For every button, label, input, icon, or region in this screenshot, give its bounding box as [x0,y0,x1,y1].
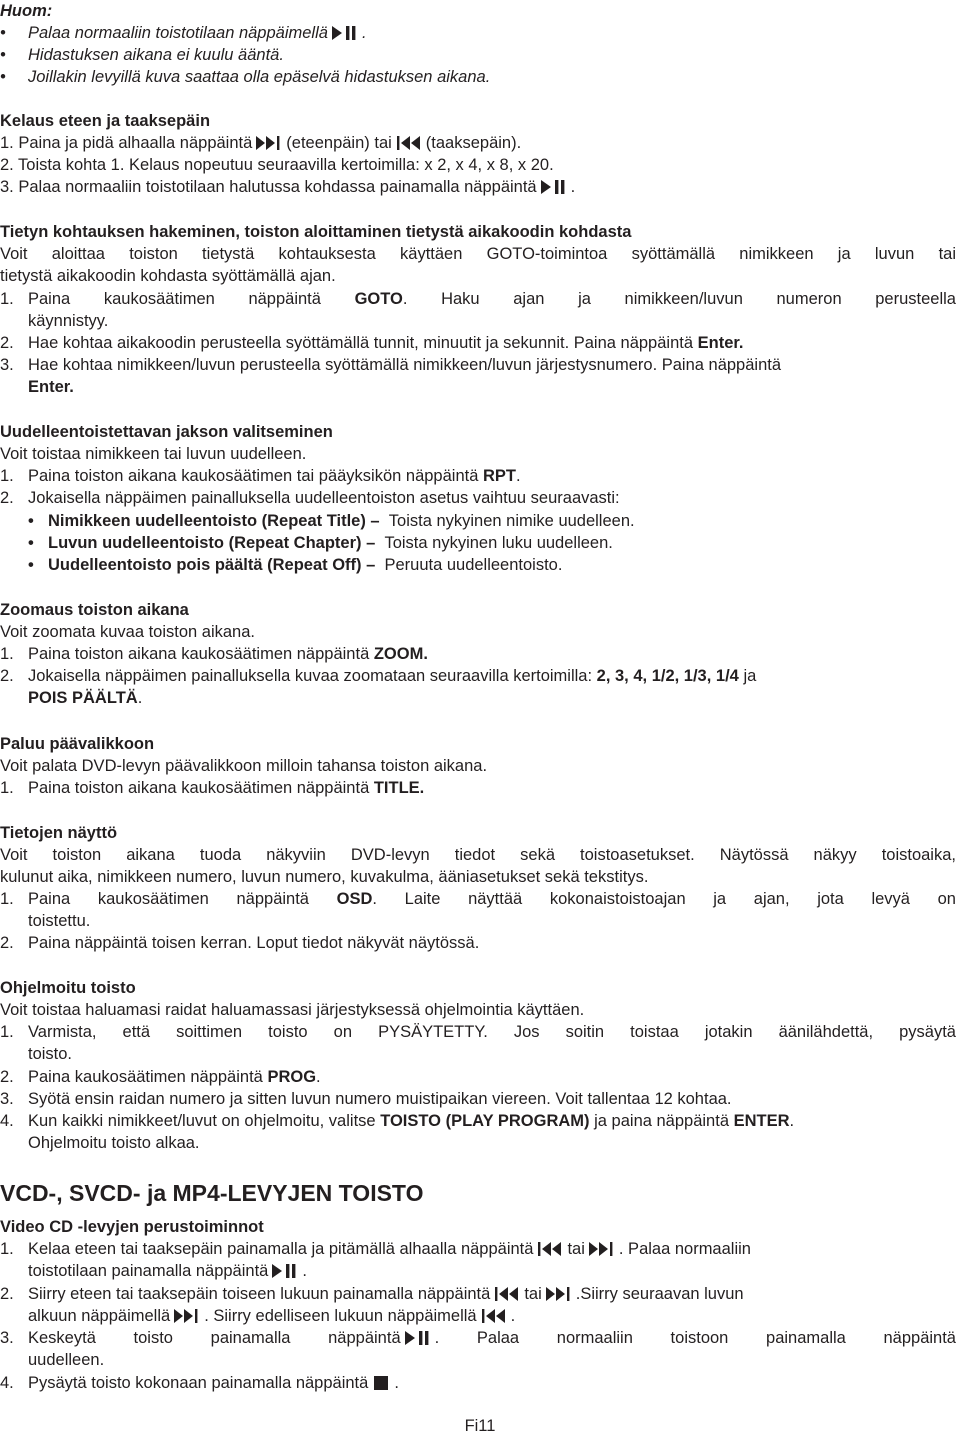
repeat-step-2: 2. Jokaisella näppäimen painalluksella uudelleentoiston asetus vaihtuu seuraavasti: [0,489,620,507]
vcd-step-2: 2. Siirry eteen tai taaksepäin toiseen lukuun painamalla näppäintä tai .Siirry seuraavan luvun [0,1283,744,1307]
prog-step-3: 3. Syötä ensin raidan numero ja sitten luvun numero muistipaikan viereen. Voit tallentaa 12 kohtaa. [0,1090,732,1108]
previous-track-icon [494,1285,520,1307]
next-track-icon [546,1285,572,1307]
repeat-title: Uudelleentoistettavan jakson valitseminen [0,423,333,441]
kelaus-title: Kelaus eteen ja taaksepäin [0,112,211,130]
vcd-step-3-cont: uudelleen. [28,1351,105,1369]
kelaus-step-3: 3. Palaa normaaliin toistotilaan halutussa kohdassa painamalla näppäintä . [0,176,575,200]
info-step-1: 1. Paina kaukosäätimen näppäintä OSD. Laite näyttää kokonaistoistoajan ja ajan, jota levyä on [0,890,956,908]
goto-step-2: 2. Hae kohtaa aikakoodin perusteella syöttämällä tunnit, minuutit ja sekunnit. Paina näppäintä Enter. [0,334,744,352]
previous-track-icon [481,1307,507,1329]
vcd-step-4: 4. Pysäytä toisto kokonaan painamalla näppäintä . [0,1372,399,1396]
vcd-step-1-cont: toistotilaan painamalla näppäintä . [28,1260,307,1284]
kelaus-step-1: 1. Paina ja pidä alhaalla näppäintä (eteenpäin) tai (taaksepäin). [0,132,521,156]
next-track-icon [174,1307,200,1329]
huom-item-3: • Joillakin levyillä kuva saattaa olla epäselvä hidastuksen aikana. [0,68,491,86]
play-pause-icon [332,24,358,46]
info-intro-1: Voit toiston aikana tuoda näkyviin DVD-levyn tiedot sekä toistoasetukset. Näytössä näkyy toistoaika, [0,846,956,864]
play-pause-icon [541,178,567,200]
vcd-step-2-cont: alkuun näppäimellä . Siirry edelliseen lukuun näppäimellä . [28,1305,515,1329]
prog-step-4: 4. Kun kaikki nimikkeet/luvut on ohjelmoitu, valitse TOISTO (PLAY PROGRAM) ja paina näppäintä ENTER. [0,1112,795,1130]
play-pause-icon [272,1262,298,1284]
prog-step-4-cont: Ohjelmoitu toisto alkaa. [28,1134,200,1152]
info-title: Tietojen näyttö [0,824,118,842]
vcd-step-3: 3. Keskeytä toisto painamalla näppäintä . Palaa normaaliin toistoon painamalla näppäintä [0,1327,956,1351]
zoom-step-2: 2. Jokaisella näppäimen painalluksella kuvaa zoomataan seuraavilla kertoimilla: 2, 3, 4, 1/2, 1/3, 1/4 ja [0,667,757,685]
next-track-icon [589,1240,615,1262]
repeat-intro: Voit toistaa nimikkeen tai luvun uudelleen. [0,445,307,463]
next-track-icon [256,134,282,156]
repeat-step-1: 1. Paina toiston aikana kaukosäätimen tai pääyksikön näppäintä RPT. [0,467,521,485]
huom-title: Huom: [0,2,53,20]
goto-step-1: 1. Paina kaukosäätimen näppäintä GOTO. Haku ajan ja nimikkeen/luvun numeron perusteella [0,290,956,308]
goto-step-3: 3. Hae kohtaa nimikkeen/luvun perusteella syöttämällä nimikkeen/luvun järjestysnumero. Paina näppäintä [0,356,782,374]
stop-icon [372,1374,390,1396]
page-number: Fi11 [464,1417,496,1435]
goto-title: Tietyn kohtauksen hakeminen, toiston aloittaminen tietystä aikakoodin kohdasta [0,223,632,241]
zoom-step-2-cont: POIS PÄÄLTÄ. [28,689,143,707]
menu-intro: Voit palata DVD-levyn päävalikkoon milloin tahansa toiston aikana. [0,757,488,775]
kelaus-step-2: 2. Toista kohta 1. Kelaus nopeutuu seuraavilla kertoimilla: x 2, x 4, x 8, x 20. [0,156,554,174]
info-step-1-cont: toistettu. [28,912,91,930]
play-pause-icon [405,1329,431,1351]
huom-item-1: • Palaa normaaliin toistotilaan näppäimellä . [0,22,367,46]
vcd-step-1: 1. Kelaa eteen tai taaksepäin painamalla ja pitämällä alhaalla näppäintä tai . Palaa normaaliin [0,1238,751,1262]
goto-intro-2: tietystä aikakoodin kohdasta syöttämällä ajan. [0,267,336,285]
zoom-title: Zoomaus toiston aikana [0,601,189,619]
vcd-title: Video CD -levyjen perustoiminnot [0,1218,264,1236]
previous-track-icon [396,134,422,156]
menu-step-1: 1. Paina toiston aikana kaukosäätimen näppäintä TITLE. [0,779,425,797]
goto-intro-1: Voit aloittaa toiston tietystä kohtauksesta käyttäen GOTO-toimintoa syöttämällä nimikkeen ja luvun tai [0,245,956,263]
vcd-heading: VCD-, SVCD- ja MP4-LEVYJEN TOISTO [0,1180,424,1206]
prog-step-1-cont: toisto. [28,1045,73,1063]
prog-intro: Voit toistaa haluamasi raidat haluamassasi järjestyksessä ohjelmointia käyttäen. [0,1001,585,1019]
repeat-option-title: • Nimikkeen uudelleentoisto (Repeat Title) – Toista nykyinen nimike uudelleen. [28,512,635,530]
goto-step-1-cont: käynnistyy. [28,312,109,330]
huom-item-2: • Hidastuksen aikana ei kuulu ääntä. [0,46,284,64]
zoom-intro: Voit zoomata kuvaa toiston aikana. [0,623,255,641]
zoom-step-1: 1. Paina toiston aikana kaukosäätimen näppäintä ZOOM. [0,645,428,663]
repeat-option-chapter: • Luvun uudelleentoisto (Repeat Chapter) – Toista nykyinen luku uudelleen. [28,534,613,552]
previous-track-icon [537,1240,563,1262]
info-intro-2: kulunut aika, nimikkeen numero, luvun numero, kuvakulma, ääniasetukset sekä tekstitys. [0,868,649,886]
goto-step-3-cont: Enter. [28,378,74,396]
prog-step-2: 2. Paina kaukosäätimen näppäintä PROG. [0,1068,321,1086]
prog-step-1: 1. Varmista, että soittimen toisto on PYSÄYTETTY. Jos soitin toistaa jotakin äänilähdettä, pysäytä [0,1023,956,1041]
info-step-2: 2. Paina näppäintä toisen kerran. Loput tiedot näkyvät näytössä. [0,934,480,952]
menu-title: Paluu päävalikkoon [0,735,155,753]
repeat-option-off: • Uudelleentoisto pois päältä (Repeat Off) – Peruuta uudelleentoisto. [28,556,563,574]
prog-title: Ohjelmoitu toisto [0,979,136,997]
